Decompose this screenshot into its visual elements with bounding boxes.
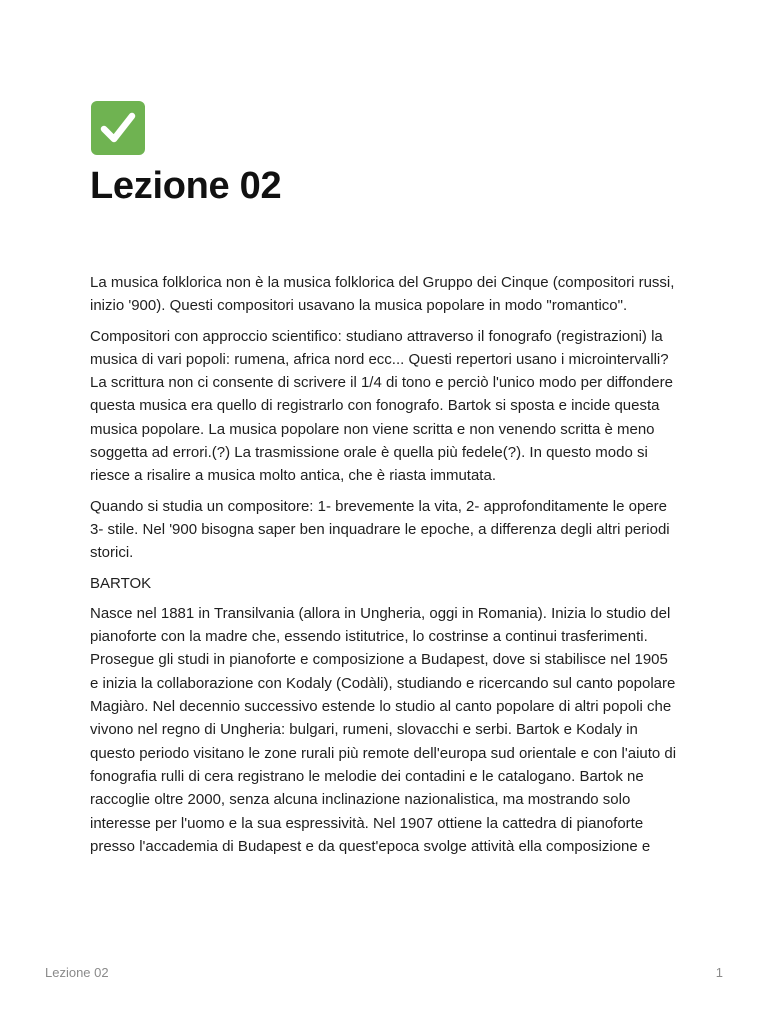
- paragraph-bartok-biography: Nasce nel 1881 in Transilvania (allora in Ungheria, oggi in Romania). Inizia lo studio del pianoforte con la madre che, essendo istitutrice, lo costrinse a continui trasferimenti. Prosegue gli studi in pianoforte e composizione a Budapest, dove si stabilisce nel 1905 e inizia la collaborazione con Kodaly (Codàli), studiando e ricercando sul canto popolare Magiàro. Nel decennio successivo estende lo studio al canto popolare di altri popoli che vivono nel regno di Ungheria: bulgari, rumeni, slovacchi e serbi. Bartok e Kodaly in questo periodo visitano le zone rurali più remote dell'europa sud orientale e con l'aiuto di fonografia rulli di cera registrano le melodie dei contadini e le catalogano. Bartok ne raccoglie oltre 2000, senza alcuna inclinazione nazionalistica, ma mostrando solo interesse per l'uomo e la sua espressività. Nel 1907 ottiene la cattedra di pianoforte presso l'accademia di Budapest e da quest'epoca svolge attività ella composizione e: [90, 604, 677, 855]
- page-title: Lezione 02: [90, 165, 282, 207]
- footer-page-number: 1: [715, 965, 723, 980]
- paragraph-study-method: Quando si studia un compositore: 1- brevemente la vita, 2- approfonditamente le opere 3- stile. Nel '900 bisogna saper ben inquadrare le epoche, a differenza degli altri periodi storici.: [90, 497, 670, 562]
- check-mark-button-icon: [91, 101, 145, 155]
- check-mark-glyph: [97, 107, 139, 149]
- footer-document-title: Lezione 02: [45, 965, 109, 980]
- paragraph-scientific-approach: Compositori con approccio scientifico: studiano attraverso il fonografo (registrazioni) la musica di vari popoli: rumena, africa nord ecc... Questi repertori usano i microintervalli? La scrittura non ci consente di scrivere il 1/4 di tono e perciò l'unico modo per diffondere questa musica era quello di registrarlo con fonografo. Bartok si sposta e incide questa musica popolare. La musica popolare non viene scritta e non venendo scritta è meno soggetta ad errori.(?) La trasmissione orale è quella più fedele(?). In questo modo si riesce a risalire a musica molto antica, che è riasta immutata.: [90, 327, 673, 485]
- section-heading-bartok: BARTOK: [90, 574, 152, 592]
- paragraph-folk-music: La musica folklorica non è la musica folklorica del Gruppo dei Cinque (compositori russi, inizio '900). Questi compositori usavano la musica popolare in modo "romantico".: [90, 274, 675, 315]
- page-content: [90, 271, 680, 865]
